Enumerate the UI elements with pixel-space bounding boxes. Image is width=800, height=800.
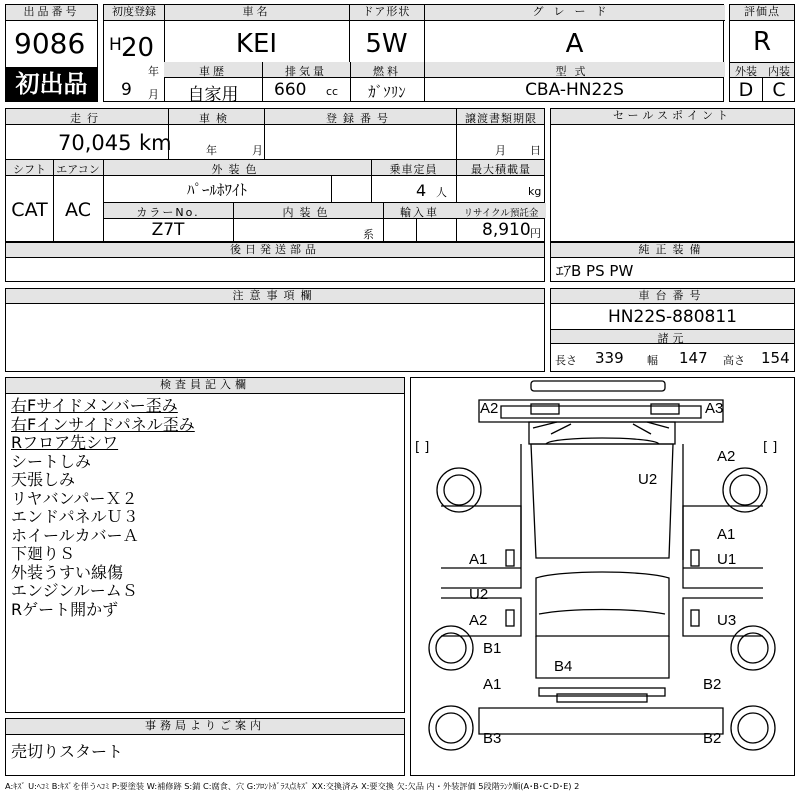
height-label: 高さ (723, 354, 745, 367)
mark-b2-rear-bumper-right: B2 (703, 730, 722, 747)
length-label: 長さ (555, 354, 577, 367)
capacity-label: 乗車定員 (389, 163, 438, 176)
first-reg-month: 9 (121, 80, 132, 100)
exterior-grade: D (738, 79, 754, 101)
notes-label: 注意事項欄 (6, 289, 544, 304)
mark-a1-right-door: A1 (717, 526, 736, 543)
max-load-unit: kg (528, 185, 542, 198)
sales-points-label: セールスポイント (551, 109, 794, 125)
mark-a2-front-left: A2 (480, 400, 499, 417)
era: H (109, 35, 122, 55)
score: R (752, 27, 772, 57)
car-history: 自家用 (187, 85, 239, 105)
fuel-label: 燃料 (373, 65, 401, 78)
dims-label: 諸元 (657, 332, 688, 345)
shift-type: CAT (11, 199, 48, 221)
displacement-label: 排気量 (285, 65, 327, 78)
first-listing-badge (6, 67, 97, 101)
exterior-color: ﾊﾟｰﾙﾎﾜｲﾄ (186, 181, 247, 199)
width: 147 (679, 349, 708, 367)
inspector-line: Rフロア先シワ (11, 433, 119, 452)
inspection-year-unit: 年 (206, 144, 217, 157)
lot-number-box (5, 4, 98, 102)
office-label: 事務局よりご案内 (6, 719, 404, 735)
interior-grade: C (772, 79, 786, 101)
legend: A:ｷｽﾞ U:ﾍｺﾐ B:ｷｽﾞを伴うﾍｺﾐ P:要塗装 W:補修跡 S:錆 C:腐食、穴 G:ﾌﾛﾝﾄｶﾞﾗｽ点ｷｽﾞ XX:交換済み X:要交換 欠:欠品 内・外装評価 5段階ﾗﾝｸ順(A･B･C･D･E) 2 (5, 781, 580, 791)
inspector-line: 天張しみ (11, 470, 76, 489)
inspector-line: 右Fインサイドパネル歪み (11, 414, 195, 434)
exterior-grade-label: 外装 (735, 65, 757, 78)
fuel: ｶﾞｿﾘﾝ (368, 83, 406, 101)
length: 339 (595, 349, 624, 367)
header-main (103, 4, 724, 105)
inspector-box (5, 377, 405, 713)
mark-a2-right-front: A2 (717, 448, 736, 465)
year-unit: 年 (148, 65, 159, 78)
recycle-unit: 円 (530, 227, 541, 240)
transfer-label: 譲渡書類期限 (465, 112, 537, 125)
mileage-label: 走行 (70, 112, 104, 125)
car-outline (411, 378, 793, 774)
car-name: KEI (235, 29, 278, 59)
mark-u3-right-rear: U3 (717, 612, 737, 629)
grade: A (565, 29, 584, 59)
ac-label: エアコン (56, 163, 100, 176)
capacity: 4 (416, 181, 427, 200)
displacement-unit: cc (326, 85, 339, 98)
interior-color-label: 内装色 (282, 206, 334, 219)
mark-b3-rear-bumper-left: B3 (483, 730, 502, 747)
first-reg-year: 20 (121, 33, 155, 63)
model-code: CBA-HN22S (525, 80, 624, 100)
score-box (729, 4, 795, 102)
equipment-list: ｴｱB PS PW (556, 262, 634, 280)
mileage-unit: km (139, 131, 172, 155)
equipment-label: 純正装備 (551, 243, 794, 258)
door-label: ドア形状 (349, 5, 424, 21)
bracket-left: [ ] (415, 440, 430, 455)
mark-b1-left-wheel: B1 (483, 640, 502, 657)
later-parts-label: 後日発送部品 (6, 243, 544, 258)
details-box (5, 108, 545, 242)
mark-a3-front-right: A3 (705, 400, 724, 417)
first-reg-label: 初度登録 (104, 5, 164, 21)
inspection-label: 車検 (199, 112, 233, 125)
inspector-line: リヤバンパーＸ２ (11, 488, 138, 508)
mark-a1-left-door: A1 (469, 551, 488, 568)
inspector-line: Rゲート開かず (11, 599, 119, 619)
office-message: 売切りスタート (11, 742, 124, 761)
chassis-number: HN22S-880811 (608, 307, 737, 327)
recycle-fee: 8,910 (482, 220, 531, 240)
mark-u2-roof: U2 (638, 471, 658, 488)
inspector-notes (11, 397, 195, 619)
first-listing-text: 初出品 (15, 70, 88, 98)
height: 154 (761, 349, 790, 367)
max-load-label: 最大積載量 (471, 163, 531, 176)
interior-color-unit: 系 (363, 228, 374, 241)
mileage: 70,045 (58, 131, 132, 155)
displacement: 660 (274, 80, 307, 100)
grade-label: グレード (424, 5, 725, 21)
inspector-line: 右Fサイドメンバー歪み (11, 396, 178, 415)
mark-u2-left-rear: U2 (469, 586, 489, 603)
inspector-line: シートしみ (11, 451, 92, 471)
lot-number-label: 出品番号 (6, 5, 97, 21)
color-no: Z7T (151, 220, 185, 240)
notes-box (5, 288, 545, 372)
mark-b2-rear-right: B2 (703, 676, 722, 693)
lot-number: 9086 (14, 27, 86, 60)
mark-u1-right-door: U1 (717, 551, 737, 568)
inspector-line: 外装うすい線傷 (11, 562, 124, 582)
later-parts-box (5, 242, 545, 282)
chassis-box (550, 288, 795, 372)
mark-b4-rear-floor: B4 (554, 658, 573, 675)
inspector-line: ホイールカバーＡ (11, 525, 139, 545)
shift-label: シフト (13, 163, 46, 176)
recycle-label: リサイクル預託金 (463, 208, 539, 219)
office-box (5, 718, 405, 776)
inspector-line: 下廻りＳ (11, 544, 76, 563)
month-unit: 月 (148, 88, 159, 101)
car-name-label: 車名 (164, 5, 349, 21)
mark-a2-left-rear: A2 (469, 612, 488, 629)
color-no-label: カラーNo. (136, 206, 200, 219)
transfer-month-unit: 月 (495, 144, 506, 157)
chassis-label: 車台番号 (551, 289, 794, 304)
ac-type: AC (65, 199, 91, 221)
transfer-day-unit: 日 (530, 144, 541, 157)
mark-a1-rear-left: A1 (483, 676, 502, 693)
score-label: 評価点 (730, 5, 794, 21)
sales-points-box (550, 108, 795, 242)
car-diagram (410, 377, 795, 776)
bracket-right: [ ] (763, 440, 778, 455)
inspector-line: エンジンルームＳ (11, 581, 138, 600)
model-label: 型式 (555, 65, 594, 78)
exterior-color-label: 外装色 (211, 163, 263, 176)
door-type: 5W (365, 29, 408, 59)
inspector-label: 検査員記入欄 (6, 378, 404, 394)
inspector-line: エンドパネルＵ３ (11, 507, 139, 526)
reg-no-label: 登録番号 (326, 112, 394, 125)
width-label: 幅 (647, 354, 658, 367)
import-label: 輸入車 (400, 206, 439, 219)
inspection-month-unit: 月 (252, 144, 263, 157)
interior-grade-label: 内装 (768, 65, 790, 78)
equipment-box (550, 242, 795, 282)
capacity-unit: 人 (436, 186, 447, 199)
history-label: 車歴 (199, 65, 227, 78)
